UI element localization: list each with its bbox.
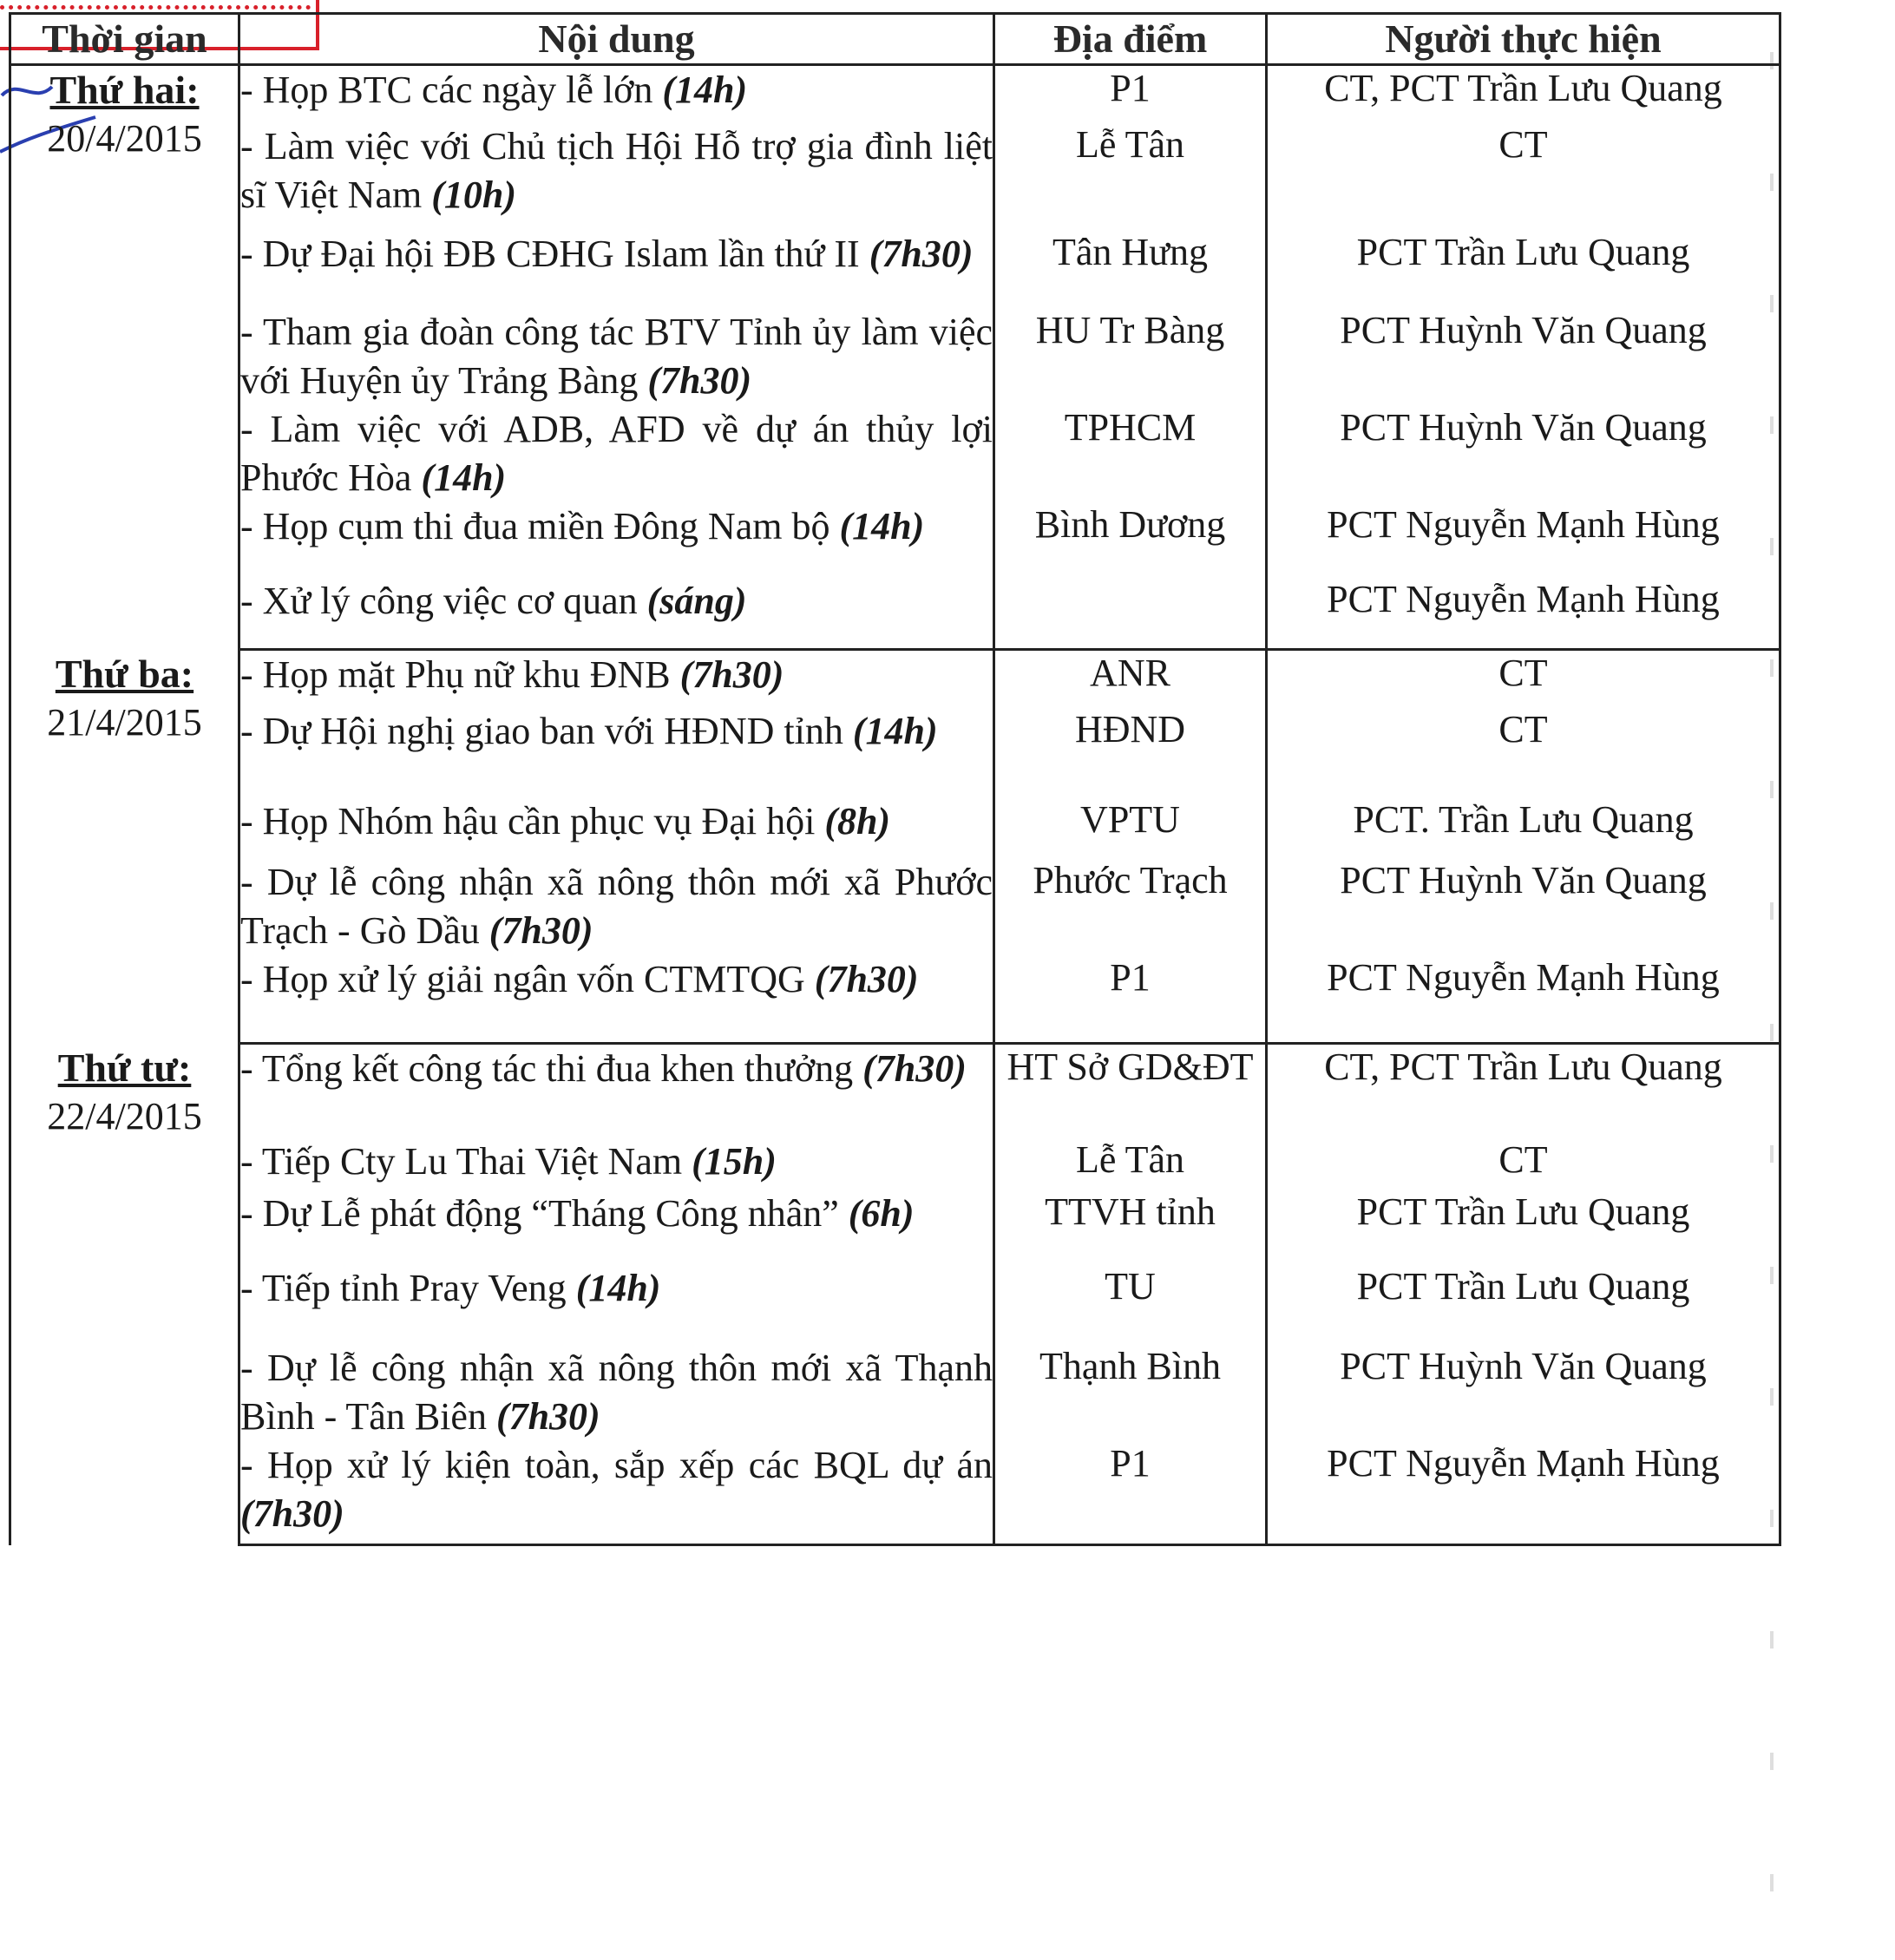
- content-line: [240, 577, 993, 626]
- content-text: - Họp cụm thi đua miền Đông Nam bộ: [240, 504, 830, 547]
- place-cell: [994, 577, 1267, 650]
- header-row: [10, 14, 1780, 65]
- table-row: [10, 577, 1780, 650]
- content-line: [240, 651, 993, 699]
- content-cell: [239, 1264, 994, 1344]
- table-row: [10, 955, 1780, 1044]
- content-time: (7h30): [240, 1491, 344, 1535]
- content-cell: [239, 955, 994, 1044]
- content-cell: [239, 650, 994, 707]
- content-time: (7h30): [814, 957, 919, 1000]
- table-row: [10, 1190, 1780, 1264]
- content-text: - Họp BTC các ngày lễ lớn: [240, 69, 653, 111]
- content-cell: [239, 230, 994, 308]
- place-cell: TPHCM: [994, 405, 1267, 502]
- place-cell: P1: [994, 65, 1267, 122]
- content-cell: [239, 1344, 994, 1441]
- people-cell: PCT Huỳnh Văn Quang: [1267, 1344, 1780, 1441]
- content-line: [240, 122, 993, 220]
- table-row: [10, 1344, 1780, 1441]
- day-cell: [10, 1044, 239, 1545]
- content-line: [240, 707, 993, 756]
- table-row: [10, 1264, 1780, 1344]
- content-time: (14h): [575, 1266, 661, 1309]
- content-cell: [239, 308, 994, 405]
- content-line: [240, 1441, 993, 1538]
- people-cell: CT, PCT Trần Lưu Quang: [1267, 65, 1780, 122]
- content-cell: [239, 1441, 994, 1545]
- people-cell: PCT Nguyễn Mạnh Hùng: [1267, 955, 1780, 1044]
- content-time: (7h30): [495, 1394, 600, 1438]
- content-text: - Làm việc với Chủ tịch Hội Hỗ trợ gia đình liệt sĩ Việt Nam: [240, 124, 993, 216]
- place-cell: TTVH tỉnh: [994, 1190, 1267, 1264]
- place-cell: HĐND: [994, 707, 1267, 797]
- content-cell: [239, 405, 994, 502]
- table-row: [10, 65, 1780, 122]
- people-cell: PCT Huỳnh Văn Quang: [1267, 858, 1780, 955]
- day-name: Thứ hai:: [49, 68, 200, 112]
- content-line: [240, 1137, 993, 1186]
- schedule-table: [9, 12, 1781, 1546]
- content-line: [240, 405, 993, 502]
- place-cell: Tân Hưng: [994, 230, 1267, 308]
- content-cell: [239, 1190, 994, 1264]
- day-date: 21/4/2015: [47, 700, 202, 744]
- people-cell: PCT Huỳnh Văn Quang: [1267, 308, 1780, 405]
- header-place: Địa điểm: [994, 14, 1267, 65]
- content-line: [240, 1190, 993, 1238]
- content-time: (14h): [839, 504, 925, 547]
- people-cell: CT: [1267, 707, 1780, 797]
- content-text: - Họp xử lý giải ngân vốn CTMTQG: [240, 957, 805, 1000]
- table-row: [10, 650, 1780, 707]
- content-text: - Tiếp Cty Lu Thai Việt Nam: [240, 1139, 683, 1183]
- place-cell: TU: [994, 1264, 1267, 1344]
- people-cell: CT: [1267, 650, 1780, 707]
- content-time: (14h): [662, 69, 748, 111]
- content-line: [240, 1045, 993, 1093]
- content-time: (10h): [431, 173, 516, 216]
- table-row: [10, 122, 1780, 230]
- content-cell: [239, 858, 994, 955]
- content-text: - Họp Nhóm hậu cần phục vụ Đại hội: [240, 799, 816, 842]
- content-time: (15h): [692, 1139, 777, 1183]
- content-time: (8h): [824, 799, 891, 842]
- content-cell: [239, 577, 994, 650]
- table-row: [10, 405, 1780, 502]
- place-cell: P1: [994, 955, 1267, 1044]
- content-cell: [239, 1044, 994, 1137]
- content-text: - Dự lễ công nhận xã nông thôn mới xã Thạnh Bình - Tân Biên: [240, 1346, 993, 1438]
- table-row: [10, 858, 1780, 955]
- content-time: (6h): [848, 1191, 915, 1235]
- content-line: [240, 955, 993, 1004]
- content-time: (7h30): [869, 232, 974, 275]
- day-name: Thứ tư:: [57, 1045, 192, 1090]
- day-cell: [10, 65, 239, 650]
- place-cell: VPTU: [994, 797, 1267, 858]
- content-time: (14h): [421, 456, 507, 499]
- content-line: [240, 308, 993, 405]
- content-text: - Xử lý công việc cơ quan: [240, 579, 638, 622]
- content-text: - Tham gia đoàn công tác BTV Tỉnh ủy làm việc với Huyện ủy Trảng Bàng: [240, 310, 993, 402]
- content-cell: [239, 707, 994, 797]
- content-time: (7h30): [647, 358, 752, 402]
- content-text: - Dự Đại hội ĐB CĐHG Islam lần thứ II: [240, 232, 860, 275]
- table-row: [10, 1441, 1780, 1545]
- header-time: Thời gian: [10, 14, 239, 65]
- content-text: - Tiếp tỉnh Pray Veng: [240, 1266, 567, 1309]
- table-row: [10, 1137, 1780, 1190]
- day-name: Thứ ba:: [55, 651, 194, 696]
- content-time: (sáng): [646, 579, 747, 622]
- content-cell: [239, 502, 994, 577]
- place-cell: Lễ Tân: [994, 122, 1267, 230]
- people-cell: PCT Trần Lưu Quang: [1267, 230, 1780, 308]
- content-time: (14h): [852, 709, 938, 752]
- content-time: (7h30): [679, 653, 784, 696]
- place-cell: ANR: [994, 650, 1267, 707]
- content-time: (7h30): [489, 908, 593, 952]
- table-row: [10, 1044, 1780, 1137]
- people-cell: CT: [1267, 122, 1780, 230]
- content-line: [240, 1264, 993, 1313]
- day-date: 20/4/2015: [47, 117, 202, 160]
- content-text: - Làm việc với ADB, AFD về dự án thủy lợi Phước Hòa: [240, 407, 993, 499]
- table-row: [10, 308, 1780, 405]
- place-cell: Bình Dương: [994, 502, 1267, 577]
- place-cell: HT Sở GD&ĐT: [994, 1044, 1267, 1137]
- content-cell: [239, 122, 994, 230]
- content-text: - Họp mặt Phụ nữ khu ĐNB: [240, 653, 671, 696]
- people-cell: PCT Trần Lưu Quang: [1267, 1190, 1780, 1264]
- red-stamp-dotted-line: [0, 5, 311, 10]
- table-row: [10, 797, 1780, 858]
- content-text: - Tổng kết công tác thi đua khen thưởng: [240, 1047, 854, 1090]
- header-content: Nội dung: [239, 14, 994, 65]
- day-cell: [10, 650, 239, 1044]
- content-text: - Dự Lễ phát động “Tháng Công nhân”: [240, 1191, 839, 1235]
- people-cell: PCT Trần Lưu Quang: [1267, 1264, 1780, 1344]
- content-cell: [239, 1137, 994, 1190]
- content-cell: [239, 65, 994, 122]
- content-text: - Dự lễ công nhận xã nông thôn mới xã Phước Trạch - Gò Dầu: [240, 860, 993, 952]
- content-line: [240, 502, 993, 551]
- content-line: [240, 797, 993, 846]
- place-cell: HU Tr Bàng: [994, 308, 1267, 405]
- content-line: [240, 230, 993, 279]
- place-cell: P1: [994, 1441, 1267, 1545]
- people-cell: PCT Nguyễn Mạnh Hùng: [1267, 1441, 1780, 1545]
- people-cell: PCT Nguyễn Mạnh Hùng: [1267, 502, 1780, 577]
- table-row: [10, 230, 1780, 308]
- people-cell: PCT Nguyễn Mạnh Hùng: [1267, 577, 1780, 650]
- schedule-body: [10, 65, 1780, 1545]
- content-text: - Dự Hội nghị giao ban với HĐND tỉnh: [240, 709, 843, 752]
- table-row: [10, 707, 1780, 797]
- people-cell: CT: [1267, 1137, 1780, 1190]
- content-line: [240, 858, 993, 955]
- content-text: - Họp xử lý kiện toàn, sắp xếp các BQL dự án: [240, 1443, 993, 1486]
- place-cell: Thạnh Bình: [994, 1344, 1267, 1441]
- content-line: [240, 66, 993, 115]
- header-people: Người thực hiện: [1267, 14, 1780, 65]
- people-cell: PCT. Trần Lưu Quang: [1267, 797, 1780, 858]
- people-cell: PCT Huỳnh Văn Quang: [1267, 405, 1780, 502]
- people-cell: CT, PCT Trần Lưu Quang: [1267, 1044, 1780, 1137]
- content-cell: [239, 797, 994, 858]
- table-row: [10, 502, 1780, 577]
- place-cell: Lễ Tân: [994, 1137, 1267, 1190]
- content-line: [240, 1344, 993, 1441]
- content-time: (7h30): [862, 1047, 967, 1090]
- place-cell: Phước Trạch: [994, 858, 1267, 955]
- day-date: 22/4/2015: [47, 1094, 202, 1137]
